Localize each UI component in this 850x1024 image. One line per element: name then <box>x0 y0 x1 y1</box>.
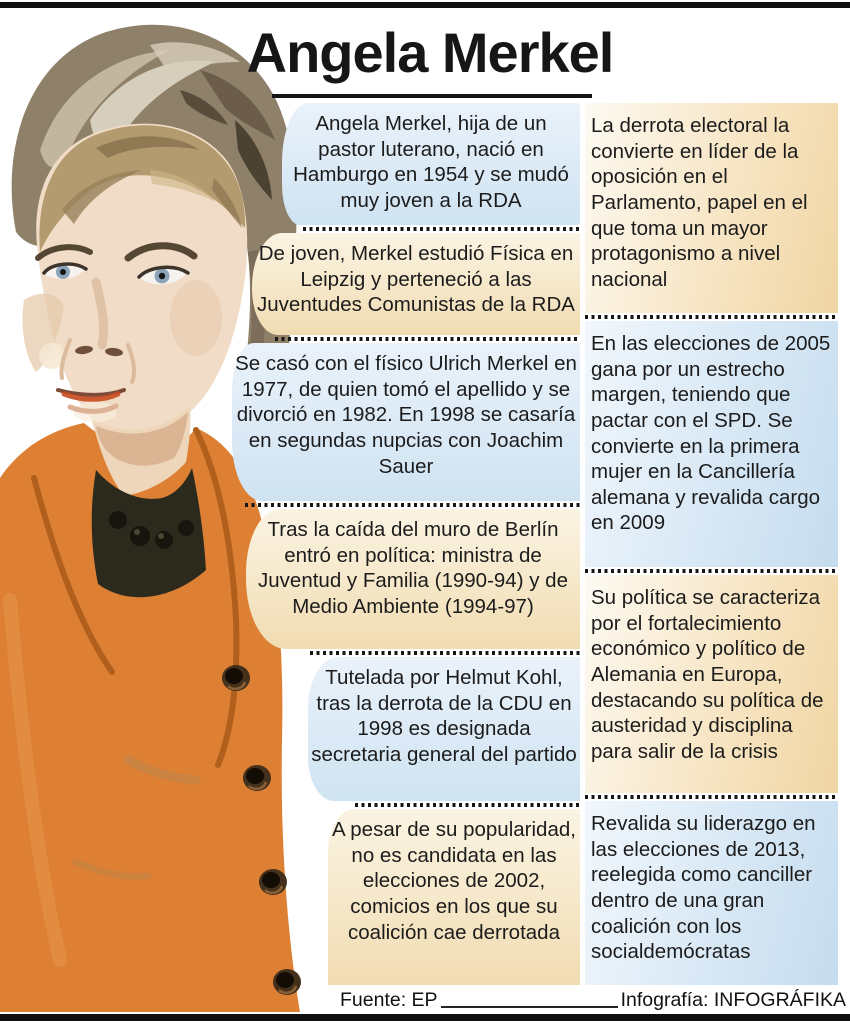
info-block-right-2: En las elecciones de 2005 gana por un estrecho margen, teniendo que pactar con el SPD. Se convierte en la primera mujer en la Cancillería alemana y revalida cargo en 2009 <box>585 321 838 567</box>
info-block-4: Tras la caída del muro de Berlín entró en política: ministra de Juventud y Familia (1990-94) y de Medio Ambiente (1994-97) <box>246 509 580 649</box>
source-credit: Fuente: EP <box>340 989 438 1011</box>
dotted-divider <box>585 569 838 573</box>
info-block-3: Se casó con el físico Ulrich Merkel en 1977, de quien tomó el apellido y se divorció en 1982. En 1998 se casaría en segundas nupcias con Joachim Sauer <box>232 343 580 501</box>
dotted-divider <box>303 227 580 231</box>
facts-column-middle <box>230 103 580 985</box>
facts-column-right <box>585 103 838 985</box>
dotted-divider <box>355 803 580 807</box>
info-block-1: Angela Merkel, hija de un pastor luterano, nació en Hamburgo en 1954 y se mudó muy joven a la RDA <box>282 103 580 225</box>
infographic-credit: Infografía: INFOGRÁFIKA <box>620 989 846 1011</box>
info-block-right-4: Revalida su liderazgo en las elecciones de 2013, reelegida como canciller dentro de una gran coalición con los socialdemócratas <box>585 801 838 985</box>
info-block-5: Tutelada por Helmut Kohl, tras la derrota de la CDU en 1998 es designada secretaria general del partido <box>308 657 580 801</box>
dotted-divider <box>310 651 580 655</box>
dotted-divider <box>245 503 580 507</box>
title-underline <box>272 94 592 98</box>
info-block-2: De joven, Merkel estudió Física en Leipzig y perteneció a las Juventudes Comunistas de la RDA <box>252 233 580 335</box>
page-title: Angela Merkel <box>246 21 614 84</box>
dotted-divider <box>275 337 580 341</box>
dotted-divider <box>585 315 838 319</box>
info-block-right-3: Su política se caracteriza por el fortalecimiento económico y político de Alemania en Europa, destacando su política de austeridad y disciplina para salir de la crisis <box>585 575 838 793</box>
info-block-6: A pesar de su popularidad, no es candidata en las elecciones de 2002, comicios en los que su coalición cae derrotada <box>328 809 580 985</box>
footer <box>340 986 846 1012</box>
info-block-right-1: La derrota electoral la convierte en líder de la oposición en el Parlamento, papel en el que toma un mayor protagonismo a nivel nacional <box>585 103 838 313</box>
dotted-divider <box>585 795 838 799</box>
footer-divider-line <box>441 1006 618 1008</box>
